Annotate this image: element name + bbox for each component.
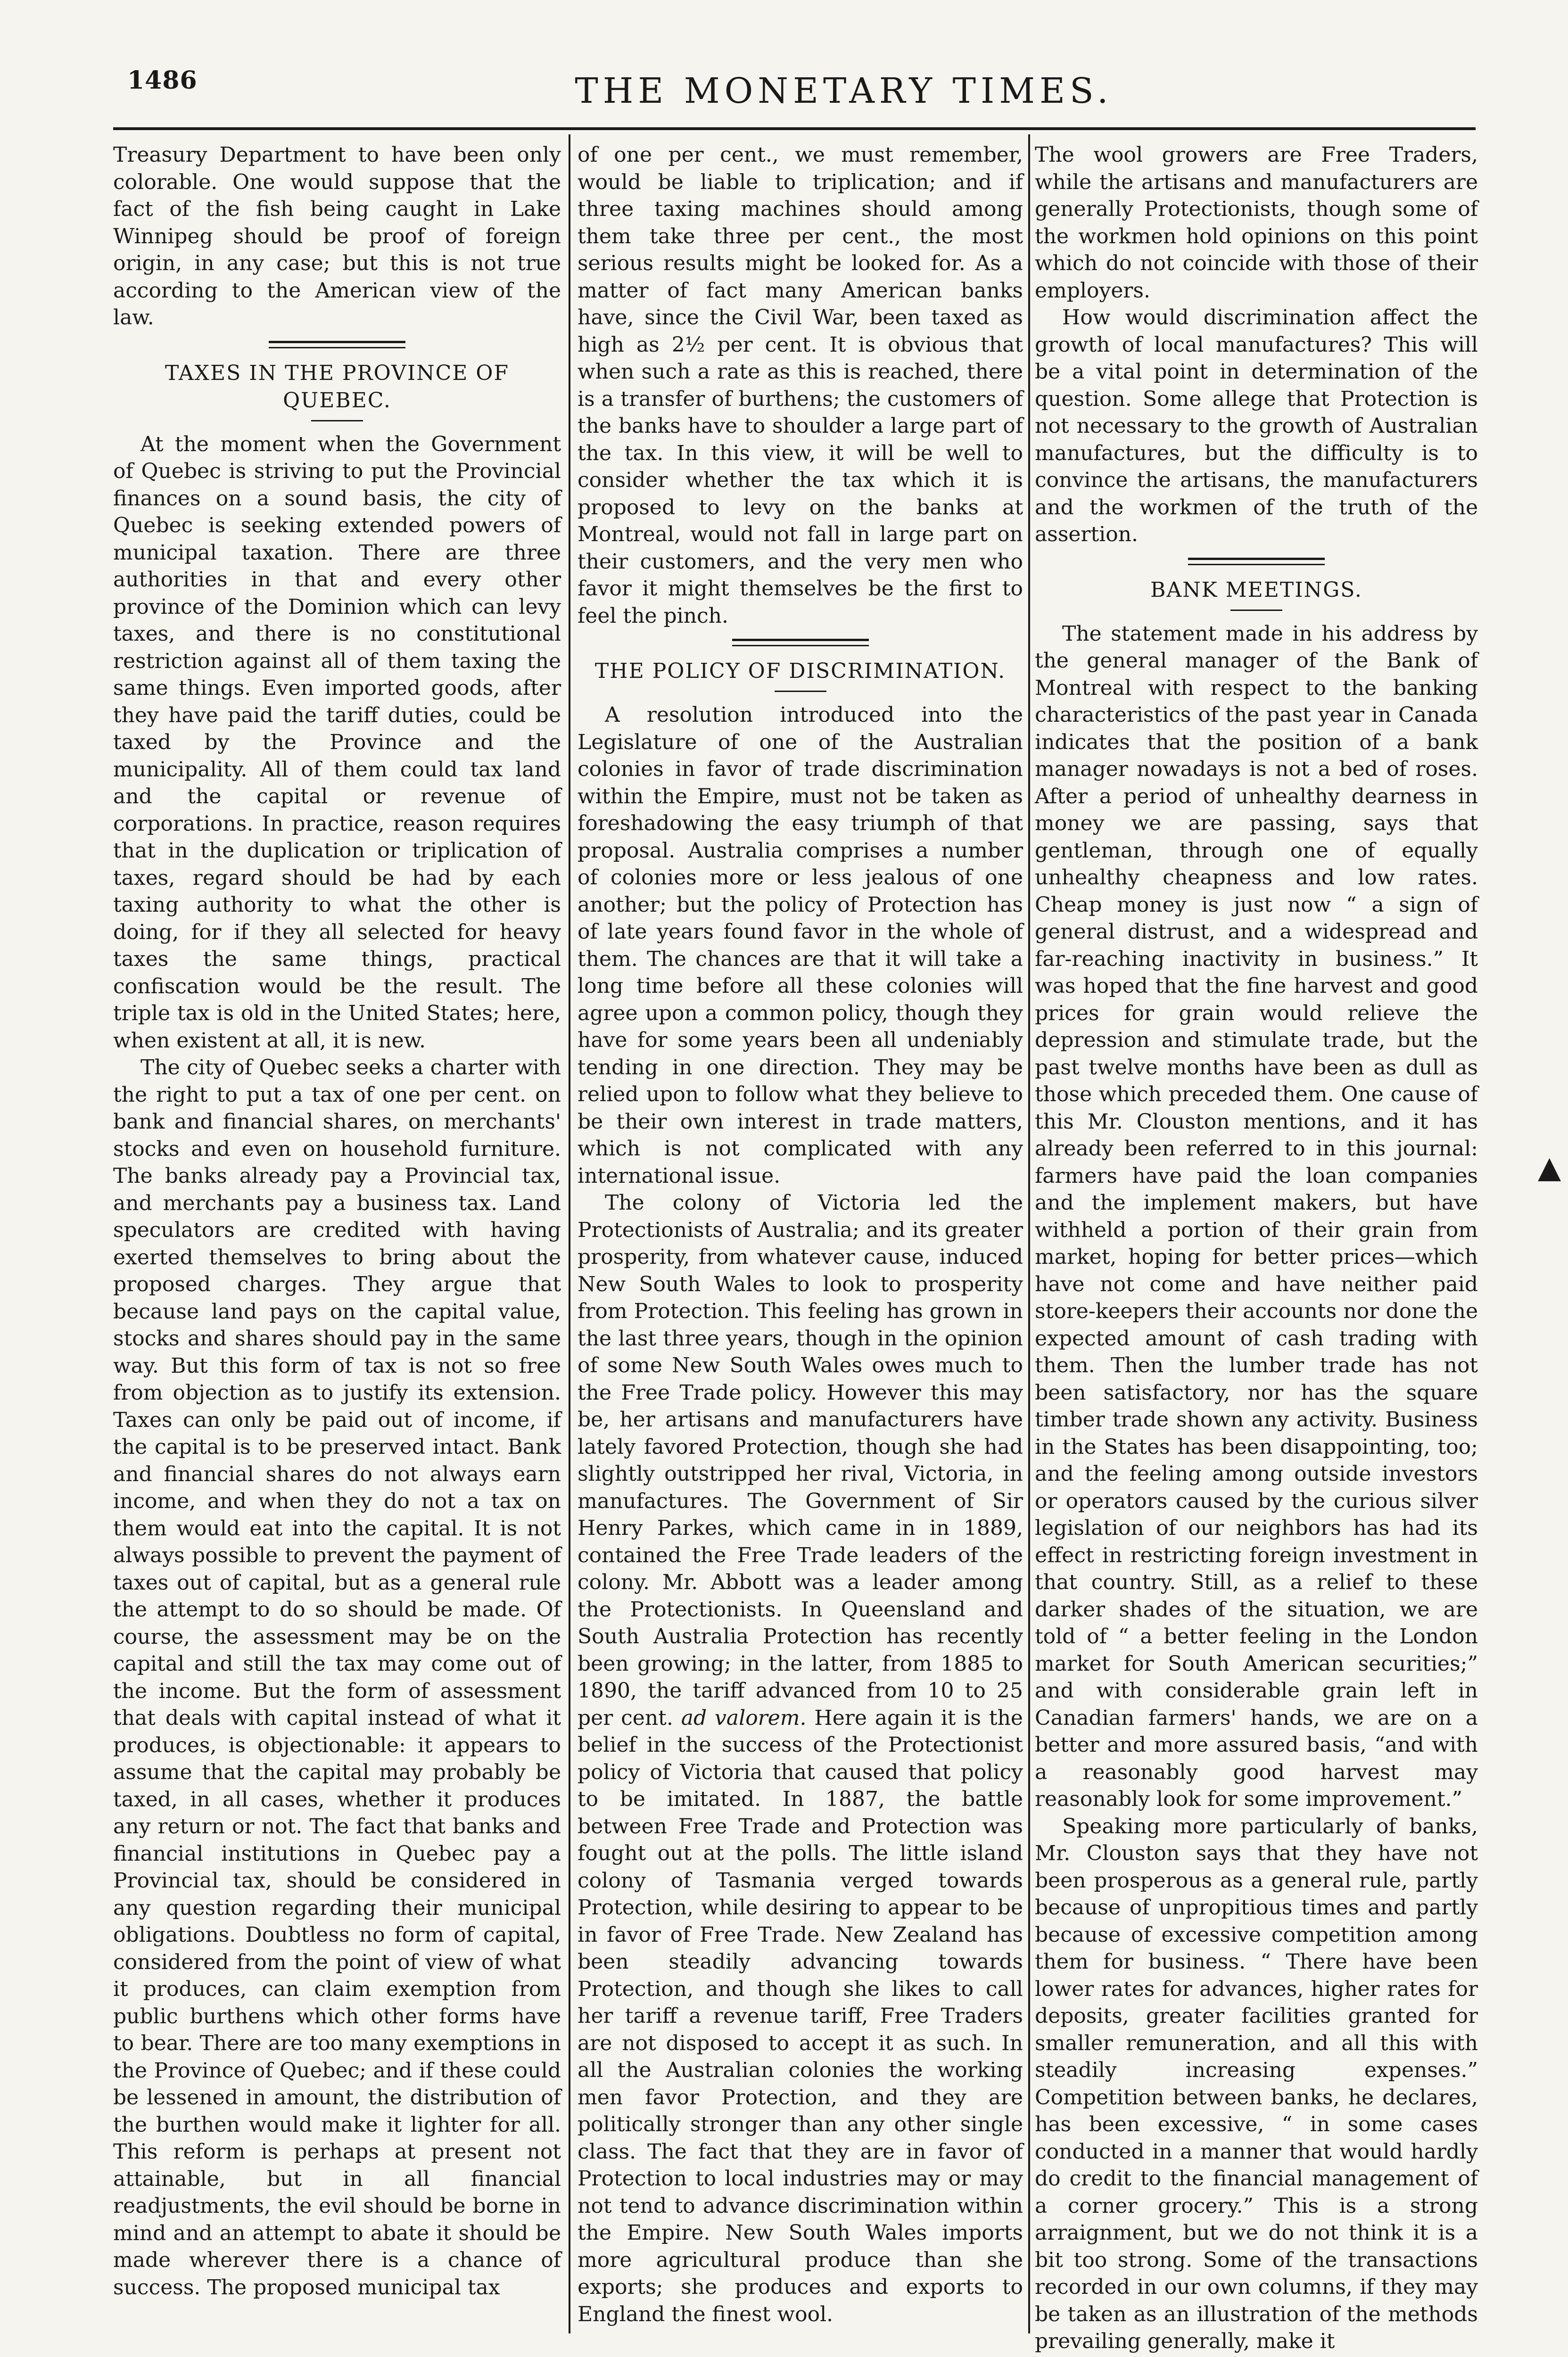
italic-phrase: ad valorem. (681, 1706, 807, 1730)
paragraph: A resolution introduced into the Legislature of one of the Australian colonies in favor of trade discrimination within the Empire, must not be taken as foreshadowing the easy triumph of that proposal. Australia comprises a number of colonies more or less jealous of one another; but the policy of Protection has of late years found favor in the whole of them. The chances are that it will take a long time before all these colonies will agree upon a common policy, though they have for some years been all undeniably tending in one direction. They may be relied upon to follow what they believe to be their own interest in trade matters, which is not complicated with any international issue. (578, 703, 1023, 1188)
article-bank-meetings (1035, 577, 1478, 2355)
column-2 (578, 141, 1023, 2329)
text-run: Here again it is the belief in the success of the Protectionist policy of Victoria that caused that policy to be imitated. In 1887, the battle between Free Trade and Protection was fought out at the polls. The little island colony of Tasmania verged towards Protection, while desiring to appear to be in favor of Free Trade. New Zealand has been steadily advancing towards Protection, and though she likes to call her tariff a revenue tariff, Free Traders are not disposed to accept it as such. In all the Australian colonies the working men favor Protection, and they are politically stronger than any other single class. The fact that they are in favor of Protection to local industries may or may not tend to advance discrimination within the Empire. New South Wales imports more agricultural produce than she exports; she produces and exports to England the finest wool. (578, 1706, 1023, 2326)
title-rule (311, 420, 363, 421)
section-divider (1188, 558, 1325, 565)
paragraph: of one per cent., we must remember, would be liable to triplication; and if three taxing machines should among them take three per cent., the most serious results might be looked for. As a matter of fact many American banks have, since the Civil War, been taxed as high as 2½ per cent. It is obvious that when such a rate as this is reached, there is a transfer of burthens; the customers of the banks have to shoulder a large part of the tax. In this view, it will be well to consider whether the tax which it is proposed to levy on the banks at Montreal, would not fall in large part on their customers, and the very men who favor it might themselves be the first to feel the pinch. (578, 143, 1023, 628)
section-divider (269, 341, 405, 348)
article-title: THE POLICY OF DISCRIMINATION. (594, 659, 1006, 683)
paragraph: Speaking more particularly of banks, Mr. Clouston says that they have not been prosperous as a general rule, partly because of unpropitious times and partly because of excessive competition among them for business. “ There have been lower rates for advances, higher rates for deposits, greater facilities granted for smaller remuneration, and all this with steadily increasing expenses.” Competition between banks, he declares, has been excessive, “ in some cases conducted in a manner that would hardly do credit to the financial management of a corner grocery.” This is a strong arraignment, but we do not think it is a bit too strong. Some of the transactions recorded in our own columns, if they may be taken as an illustration of the methods prevailing generally, make it (1035, 1814, 1478, 2353)
column-1 (113, 141, 561, 2329)
title-rule (1230, 610, 1282, 611)
article-title: BANK MEETINGS. (1150, 577, 1362, 602)
paragraph: How would discrimination affect the growth of local manufactures? This will be a vital point in determination of the question. Some allege that Protection is not necessary to the growth of Australian manufactures, but the difficulty is to convince the artisans, the manufacturers and the workmen of the truth of the assertion. (1035, 305, 1478, 546)
article-title: TAXES IN THE PROVINCE OF QUEBEC. (165, 361, 510, 412)
paragraph: Treasury Department to have been only colorable. One would suppose that the fact of the fish being caught in Lake Winnipeg should be proof of foreign origin, in any case; but this is not true according to the American view of the law. (113, 143, 561, 330)
section-divider (732, 639, 869, 646)
column-divider (1028, 134, 1030, 2333)
article-policy-discrimination (578, 658, 1023, 2328)
paragraph: At the moment when the Government of Quebec is striving to put the Provincial finances on a sound basis, the city of Quebec is seeking extended powers of municipal taxation. There are three authorities in that and every other province of the Dominion which can levy taxes, and there is no constitutional restriction against all of them taxing the same things. Even imported goods, after they have paid the tariff duties, could be taxed by the Province and the municipality. All of them could tax land and the capital or revenue of corporations. In practice, reason requires that in the duplication or triplication of taxes, regard should be had by each taxing authority to what the other is doing, for if they all selected for heavy taxes the same things, practical confiscation would be the result. The triple tax is old in the United States; here, when existent at all, it is new. (113, 432, 561, 1053)
paragraph: The statement made in his address by the general manager of the Bank of Montreal with respect to the banking characteristics of the past year in Canada indicates that the position of a bank manager nowadays is not a bed of roses. After a period of unhealthy dearness in money we are passing, says that gentleman, through one of equally unhealthy cheapness and low rates. Cheap money is just now “ a sign of general distrust, and a widespread and far-reaching inactivity in business.” It was hoped that the fine harvest and good prices for grain would relieve the depression and stimulate trade, but the past twelve months have been as dull as those which preceded them. One cause of this Mr. Clouston mentions, and it has already been referred to in this journal: farmers have paid the loan companies and the implement makers, but have withheld a portion of their grain from market, hoping for better prices—which have not come and have neither paid store-keepers their accounts nor done the expected amount of cash trading with them. Then the lumber trade has not been satisfactory, nor has the square timber trade shown any activity. Business in the States has been disappointing, too; and the feeling among outside investors or operators caused by the curious silver legislation of our neighbors has had its effect in restricting foreign investment in that country. Still, as a relief to these darker shades of the situation, we are told of “ a better feeling in the London market for South American securities;” and with considerable grain left in Canadian farmers' hands, we are on a better and more assured basis, “and with a reasonably good harvest may reasonably look for some improvement.” (1035, 621, 1478, 1811)
paragraph (578, 1189, 1023, 2328)
masthead: THE MONETARY TIMES. (575, 71, 1113, 111)
paragraph: The wool growers are Free Traders, while the artisans and manufacturers are generally Protectionists, though some of the workmen hold opinions on this point which do not coincide with those of their employers. (1035, 143, 1478, 303)
title-rule (775, 691, 826, 692)
paragraph: The city of Quebec seeks a charter with the right to put a tax of one per cent. on bank and financial shares, on merchants' stocks and even on household furniture. The banks already pay a Provincial tax, and merchants pay a business tax. Land speculators are credited with having exerted themselves to bring about the proposed charges. They argue that because land pays on the capital value, stocks and shares should pay in the same way. But this form of tax is not so free from objection as to justify its extension. Taxes can only be paid out of income, if the capital is to be preserved intact. Bank and financial shares do not always earn income, and when they do not a tax on them would eat into the capital. It is not always possible to prevent the payment of taxes out of capital, but as a general rule the attempt to do so should be made. Of course, the assessment may be on the capital and still the tax may come out of the income. But the form of assessment that deals with capital instead of what it produces, is objectionable: it appears to assume that the capital may probably be taxed, in all cases, whether it produces any return or not. The fact that banks and financial institutions in Quebec pay a Provincial tax, should be considered in any question regarding their municipal obligations. Doubtless no form of capital, considered from the point of view of what it produces, can claim exemption from public burthens which other forms have to bear. There are too many exemptions in the Province of Quebec; and if these could be lessened in amount, the distribution of the burthen would make it lighter for all. This reform is perhaps at present not attainable, but in all financial readjustments, the evil should be borne in mind and an attempt to abate it should be made wherever there is a chance of success. The proposed municipal tax (113, 1055, 561, 2299)
margin-pointer-icon: ▲ (1538, 1150, 1561, 1185)
header-rule (113, 127, 1476, 130)
article-taxes-quebec (113, 360, 561, 2301)
text-run: The colony of Victoria led the Protectionists of Australia; and its greater prosperity, from whatever cause, induced New South Wales to look to prosperity from Protection. This feeling has grown in the last three years, though in the opinion of some New South Wales owes much to the Free Trade policy. However this may be, her artisans and manufacturers have lately favored Protection, though she had slightly outstripped her rival, Victoria, in manufactures. The Government of Sir Henry Parkes, which came in in 1889, contained the Free Trade leaders of the colony. Mr. Abbott was a leader among the Protectionists. In Queensland and South Australia Protection has recently been growing; in the latter, from 1885 to 1890, the tariff advanced from 10 to 25 per cent. (578, 1191, 1023, 1730)
page-number: 1486 (127, 66, 198, 95)
column-divider (569, 134, 570, 2333)
column-3 (1035, 141, 1478, 2353)
